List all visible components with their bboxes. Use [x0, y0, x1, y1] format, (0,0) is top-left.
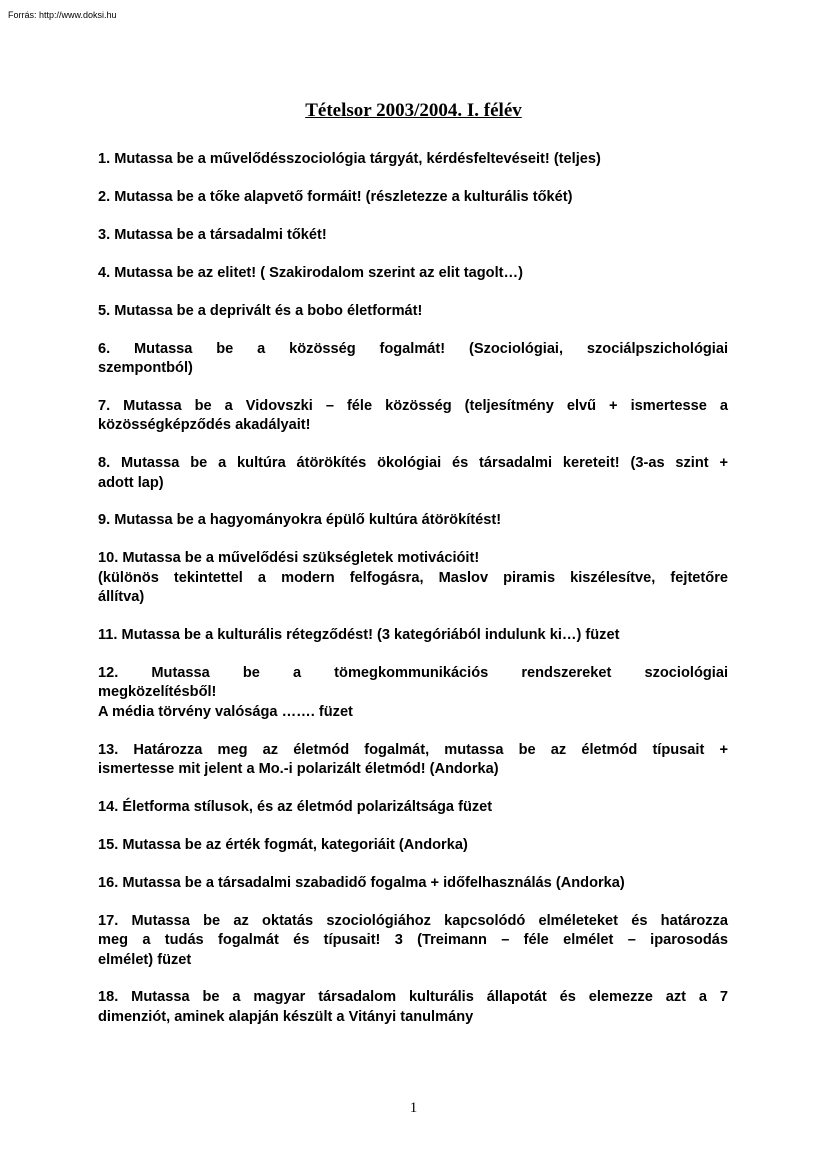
question-line: 3. Mutassa be a társadalmi tőkét! [98, 226, 327, 243]
question-line: 9. Mutassa be a hagyományokra épülő kultúra átörökítést! [98, 512, 502, 529]
question-line: 18. Mutassa be a magyar társadalom kulturális állapotát és elemezze azt a 7 [98, 989, 728, 1006]
question-line: közösségképződés akadályait! [98, 417, 311, 434]
question-line: 2. Mutassa be a tőke alapvető formáit! (részletezze a kulturális tőkét) [98, 188, 573, 205]
question-line: elmélet) füzet [98, 951, 192, 968]
question-line: 13. Határozza meg az életmód fogalmát, mutassa be az életmód típusait + [98, 741, 728, 758]
question-item [98, 454, 728, 493]
question-item [98, 226, 728, 245]
question-line: 7. Mutassa be a Vidovszki – féle közösség (teljesítmény elvű + ismertesse a [98, 397, 728, 414]
source-attribution: Forrás: http://www.doksi.hu [8, 10, 117, 20]
question-item [98, 188, 728, 207]
question-line: 17. Mutassa be az oktatás szociológiához kapcsolódó elméleteket és határozza [98, 912, 728, 929]
question-item [98, 549, 728, 607]
question-line: A média törvény valósága ……. füzet [98, 703, 353, 720]
question-line: szempontból) [98, 359, 193, 376]
question-item [98, 150, 728, 169]
question-item [98, 798, 728, 817]
question-item [98, 988, 728, 1027]
question-item [98, 397, 728, 436]
question-line: megközelítésből! [98, 684, 217, 701]
page-title: Tételsor 2003/2004. I. félév [305, 100, 522, 121]
question-line: 15. Mutassa be az érték fogmát, kategoriáit (Andorka) [98, 836, 468, 853]
question-line: 5. Mutassa be a deprivált és a bobo életformát! [98, 302, 423, 319]
question-line: 11. Mutassa be a kulturális rétegződést! (3 kategóriából indulunk ki…) füzet [98, 627, 620, 644]
question-item [98, 511, 728, 530]
question-item [98, 664, 728, 722]
question-item [98, 340, 728, 379]
question-line: 4. Mutassa be az elitet! ( Szakirodalom szerint az elit tagolt…) [98, 264, 523, 281]
question-line: 12. Mutassa be a tömegkommunikációs rendszereket szociológiai [98, 665, 728, 681]
question-line: meg a tudás fogalmát és típusait! 3 (Treimann – féle elmélet – iparosodás [98, 932, 728, 949]
question-item [98, 626, 728, 645]
question-line: 1. Mutassa be a művelődésszociológia tárgyát, kérdésfeltevéseit! (teljes) [98, 151, 601, 167]
question-line: 14. Életforma stílusok, és az életmód polarizáltsága füzet [98, 799, 493, 816]
question-item [98, 874, 728, 893]
question-item [98, 912, 728, 970]
question-line: 8. Mutassa be a kultúra átörökítés ökológiai és társadalmi kereteit! (3-as szint + [98, 455, 728, 472]
question-item [98, 741, 728, 780]
question-item [98, 836, 728, 855]
question-line: 16. Mutassa be a társadalmi szabadidő fogalma + időfelhasználás (Andorka) [98, 874, 625, 891]
question-line: adott lap) [98, 474, 164, 491]
question-line: ismertesse mit jelent a Mo.-i polarizált életmód! (Andorka) [98, 761, 499, 778]
question-list [98, 150, 728, 1046]
question-line: 6. Mutassa be a közösség fogalmát! (Szociológiai, szociálpszichológiai [98, 340, 728, 357]
page-number: 1 [409, 1100, 418, 1116]
question-item [98, 264, 728, 283]
question-line: dimenziót, aminek alapján készült a Vitányi tanulmány [98, 1008, 474, 1025]
question-line: állítva) [98, 589, 145, 606]
question-line: 10. Mutassa be a művelődési szükségletek motivációit! [98, 550, 480, 567]
question-line: (különös tekintettel a modern felfogásra, Maslov piramis kiszélesítve, fejtetőre [98, 569, 728, 586]
question-item [98, 302, 728, 321]
